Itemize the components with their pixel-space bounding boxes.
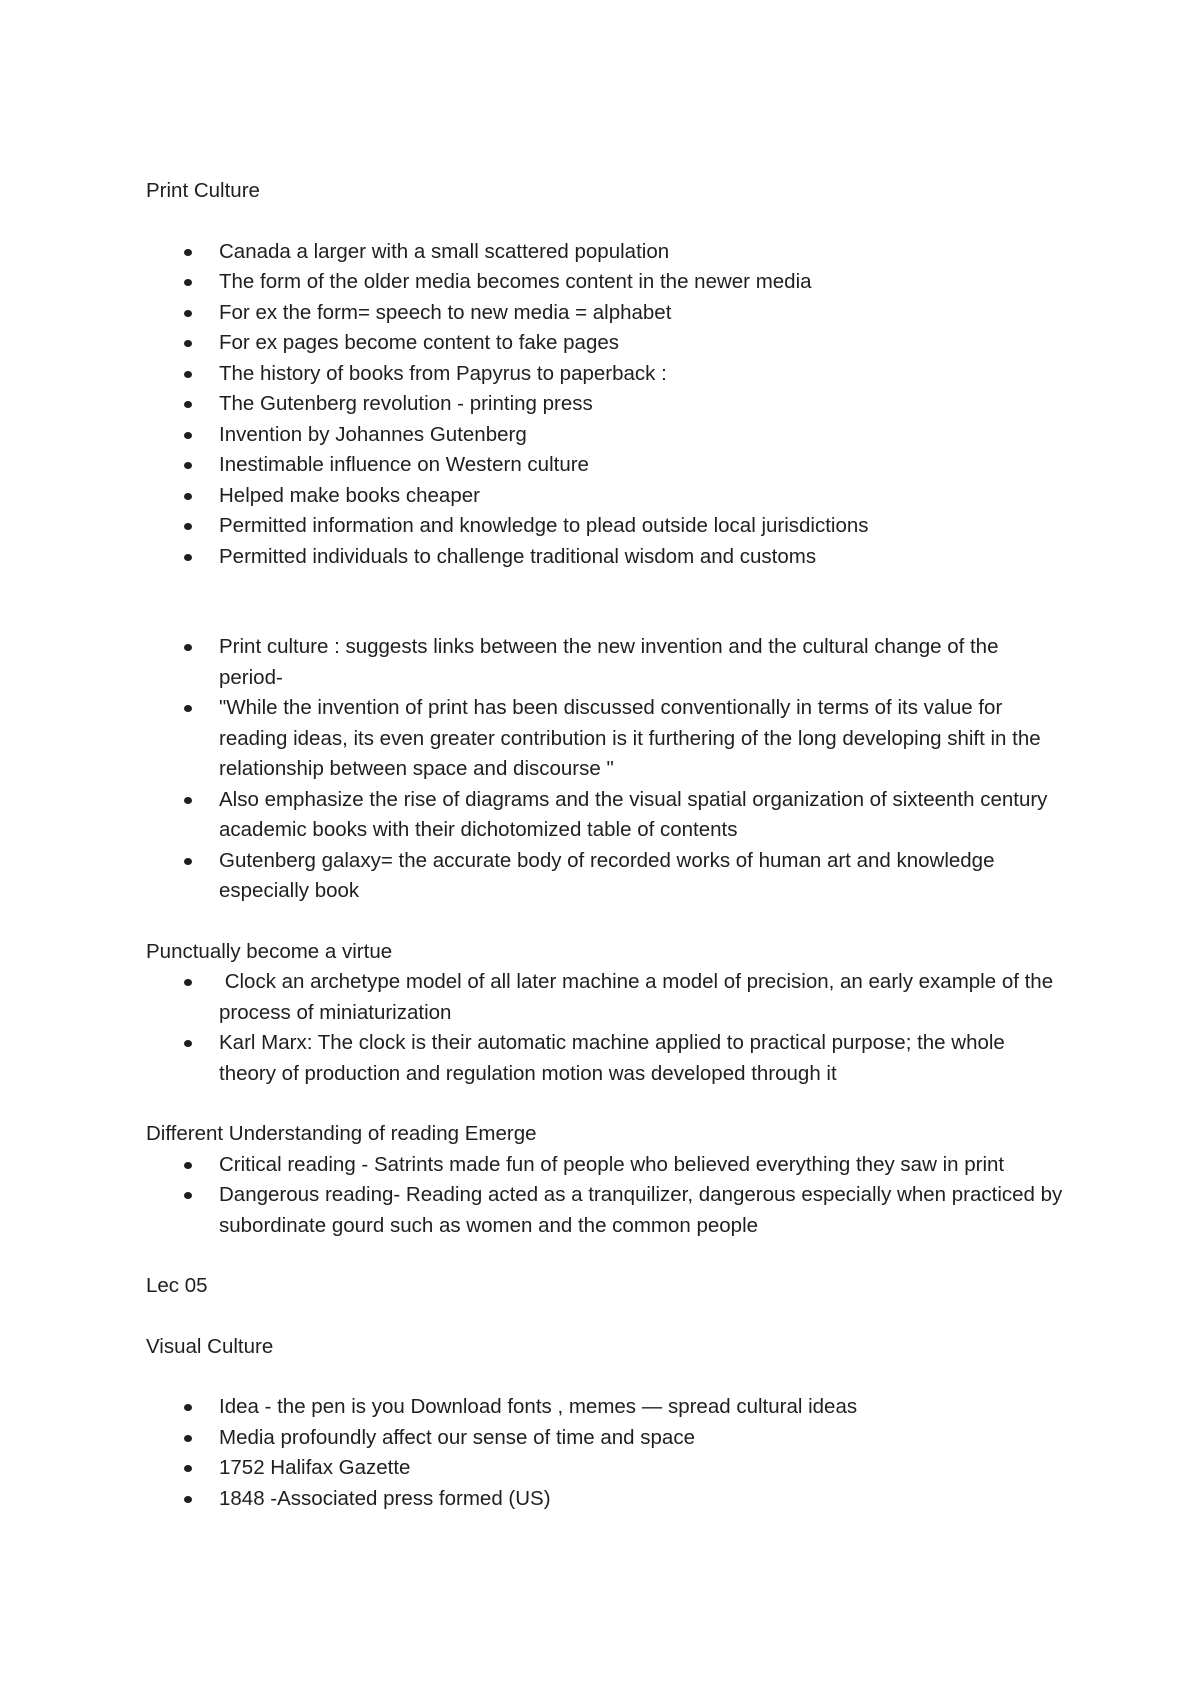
heading-print-culture: Print Culture: [146, 179, 260, 202]
bullet-icon: [184, 858, 192, 865]
list-print-culture: [146, 237, 1066, 573]
document-content: [146, 176, 1066, 1514]
bullet-icon: [184, 1435, 192, 1442]
list-item: [146, 481, 1066, 512]
list-item: [146, 1484, 1066, 1515]
bullet-icon: [184, 493, 192, 500]
list-item: [146, 1180, 1066, 1241]
list-item-text: Dangerous reading- Reading acted as a tranquilizer, dangerous especially when practiced by subordinate gourd such as women and the common people: [219, 1183, 1063, 1237]
list-item: [146, 328, 1066, 359]
list-item: [146, 1150, 1066, 1181]
bullet-icon: [184, 644, 192, 651]
list-item-text: Permitted information and knowledge to plead outside local jurisdictions: [219, 514, 869, 537]
list-item-text: Clock an archetype model of all later machine a model of precision, an early example of the process of miniaturization: [219, 970, 1059, 1024]
list-item-text: Print culture : suggests links between the new invention and the cultural change of the period-: [219, 635, 999, 689]
list-item-text: Karl Marx: The clock is their automatic machine applied to practical purpose; the whole theory of production and regulation motion was developed through it: [219, 1031, 1005, 1085]
heading-reading: Different Understanding of reading Emerge: [146, 1122, 537, 1145]
bullet-icon: [184, 462, 192, 469]
list-item: [146, 389, 1066, 420]
bullet-icon: [184, 371, 192, 378]
list-item: [146, 632, 1066, 693]
bullet-icon: [184, 1496, 192, 1503]
list-item-text: 1848 -Associated press formed (US): [219, 1486, 551, 1510]
list-item: [146, 1392, 1066, 1423]
list-item: [146, 967, 1066, 1028]
list-item-text: Critical reading - Satrints made fun of people who believed everything they saw in print: [219, 1152, 1005, 1176]
list-item: [146, 359, 1066, 390]
bullet-icon: [184, 1192, 192, 1199]
bullet-icon: [184, 310, 192, 317]
bullet-icon: [184, 340, 192, 347]
list-reading: [146, 1150, 1066, 1242]
list-item: [146, 420, 1066, 451]
list-item-text: Also emphasize the rise of diagrams and the visual spatial organization of sixteenth century academic books with their dichotomized table of contents: [219, 787, 1048, 841]
bullet-icon: [184, 705, 192, 712]
list-item: [146, 1453, 1066, 1484]
bullet-icon: [184, 432, 192, 439]
list-item: [146, 693, 1066, 785]
bullet-icon: [184, 279, 192, 286]
list-item: [146, 1028, 1066, 1089]
list-punctuality: [146, 967, 1066, 1089]
list-item-text: Media profoundly affect our sense of time and space: [219, 1425, 695, 1449]
bullet-icon: [184, 401, 192, 408]
list-item-text: Permitted individuals to challenge traditional wisdom and customs: [219, 544, 817, 568]
bullet-icon: [184, 1404, 192, 1411]
list-item: [146, 846, 1066, 907]
bullet-icon: [184, 249, 192, 256]
list-item-text: The Gutenberg revolution - printing press: [219, 392, 593, 415]
list-item-text: Helped make books cheaper: [219, 483, 480, 507]
list-item-text: For ex the form= speech to new media = alphabet: [219, 300, 672, 324]
heading-punctuality: Punctually become a virtue: [146, 939, 393, 963]
bullet-icon: [184, 979, 192, 986]
list-print-culture-notes: [146, 632, 1066, 907]
list-item: [146, 542, 1066, 573]
list-item: [146, 237, 1066, 268]
list-visual-culture: [146, 1392, 1066, 1514]
bullet-icon: [184, 1040, 192, 1047]
list-item-text: For ex pages become content to fake pages: [219, 331, 620, 354]
bullet-icon: [184, 797, 192, 804]
list-item-text: 1752 Halifax Gazette: [219, 1456, 411, 1479]
bullet-icon: [184, 554, 192, 561]
list-item: [146, 267, 1066, 298]
list-item: [146, 298, 1066, 329]
lecture-label: Lec 05: [146, 1274, 208, 1297]
list-item-text: "While the invention of print has been discussed conventionally in terms of its value for reading ideas, its even greater contribution is it furthering of the long developing shift in the relationship between space and discourse ": [219, 696, 1041, 780]
list-item-text: Idea - the pen is you Download fonts , memes — spread cultural ideas: [219, 1395, 858, 1418]
list-item-text: Inestimable influence on Western culture: [219, 453, 589, 476]
list-item-text: Invention by Johannes Gutenberg: [219, 422, 527, 446]
bullet-icon: [184, 523, 192, 530]
list-item: [146, 785, 1066, 846]
list-item-text: The history of books from Papyrus to paperback :: [219, 361, 667, 385]
list-item-text: Canada a larger with a small scattered population: [219, 239, 670, 263]
list-item: [146, 511, 1066, 542]
list-item-text: Gutenberg galaxy= the accurate body of recorded works of human art and knowledge especially book: [219, 848, 995, 902]
list-item-text: The form of the older media becomes content in the newer media: [219, 270, 812, 293]
heading-visual-culture: Visual Culture: [146, 1334, 274, 1358]
list-item: [146, 1423, 1066, 1454]
bullet-icon: [184, 1162, 192, 1169]
bullet-icon: [184, 1465, 192, 1472]
list-item: [146, 450, 1066, 481]
